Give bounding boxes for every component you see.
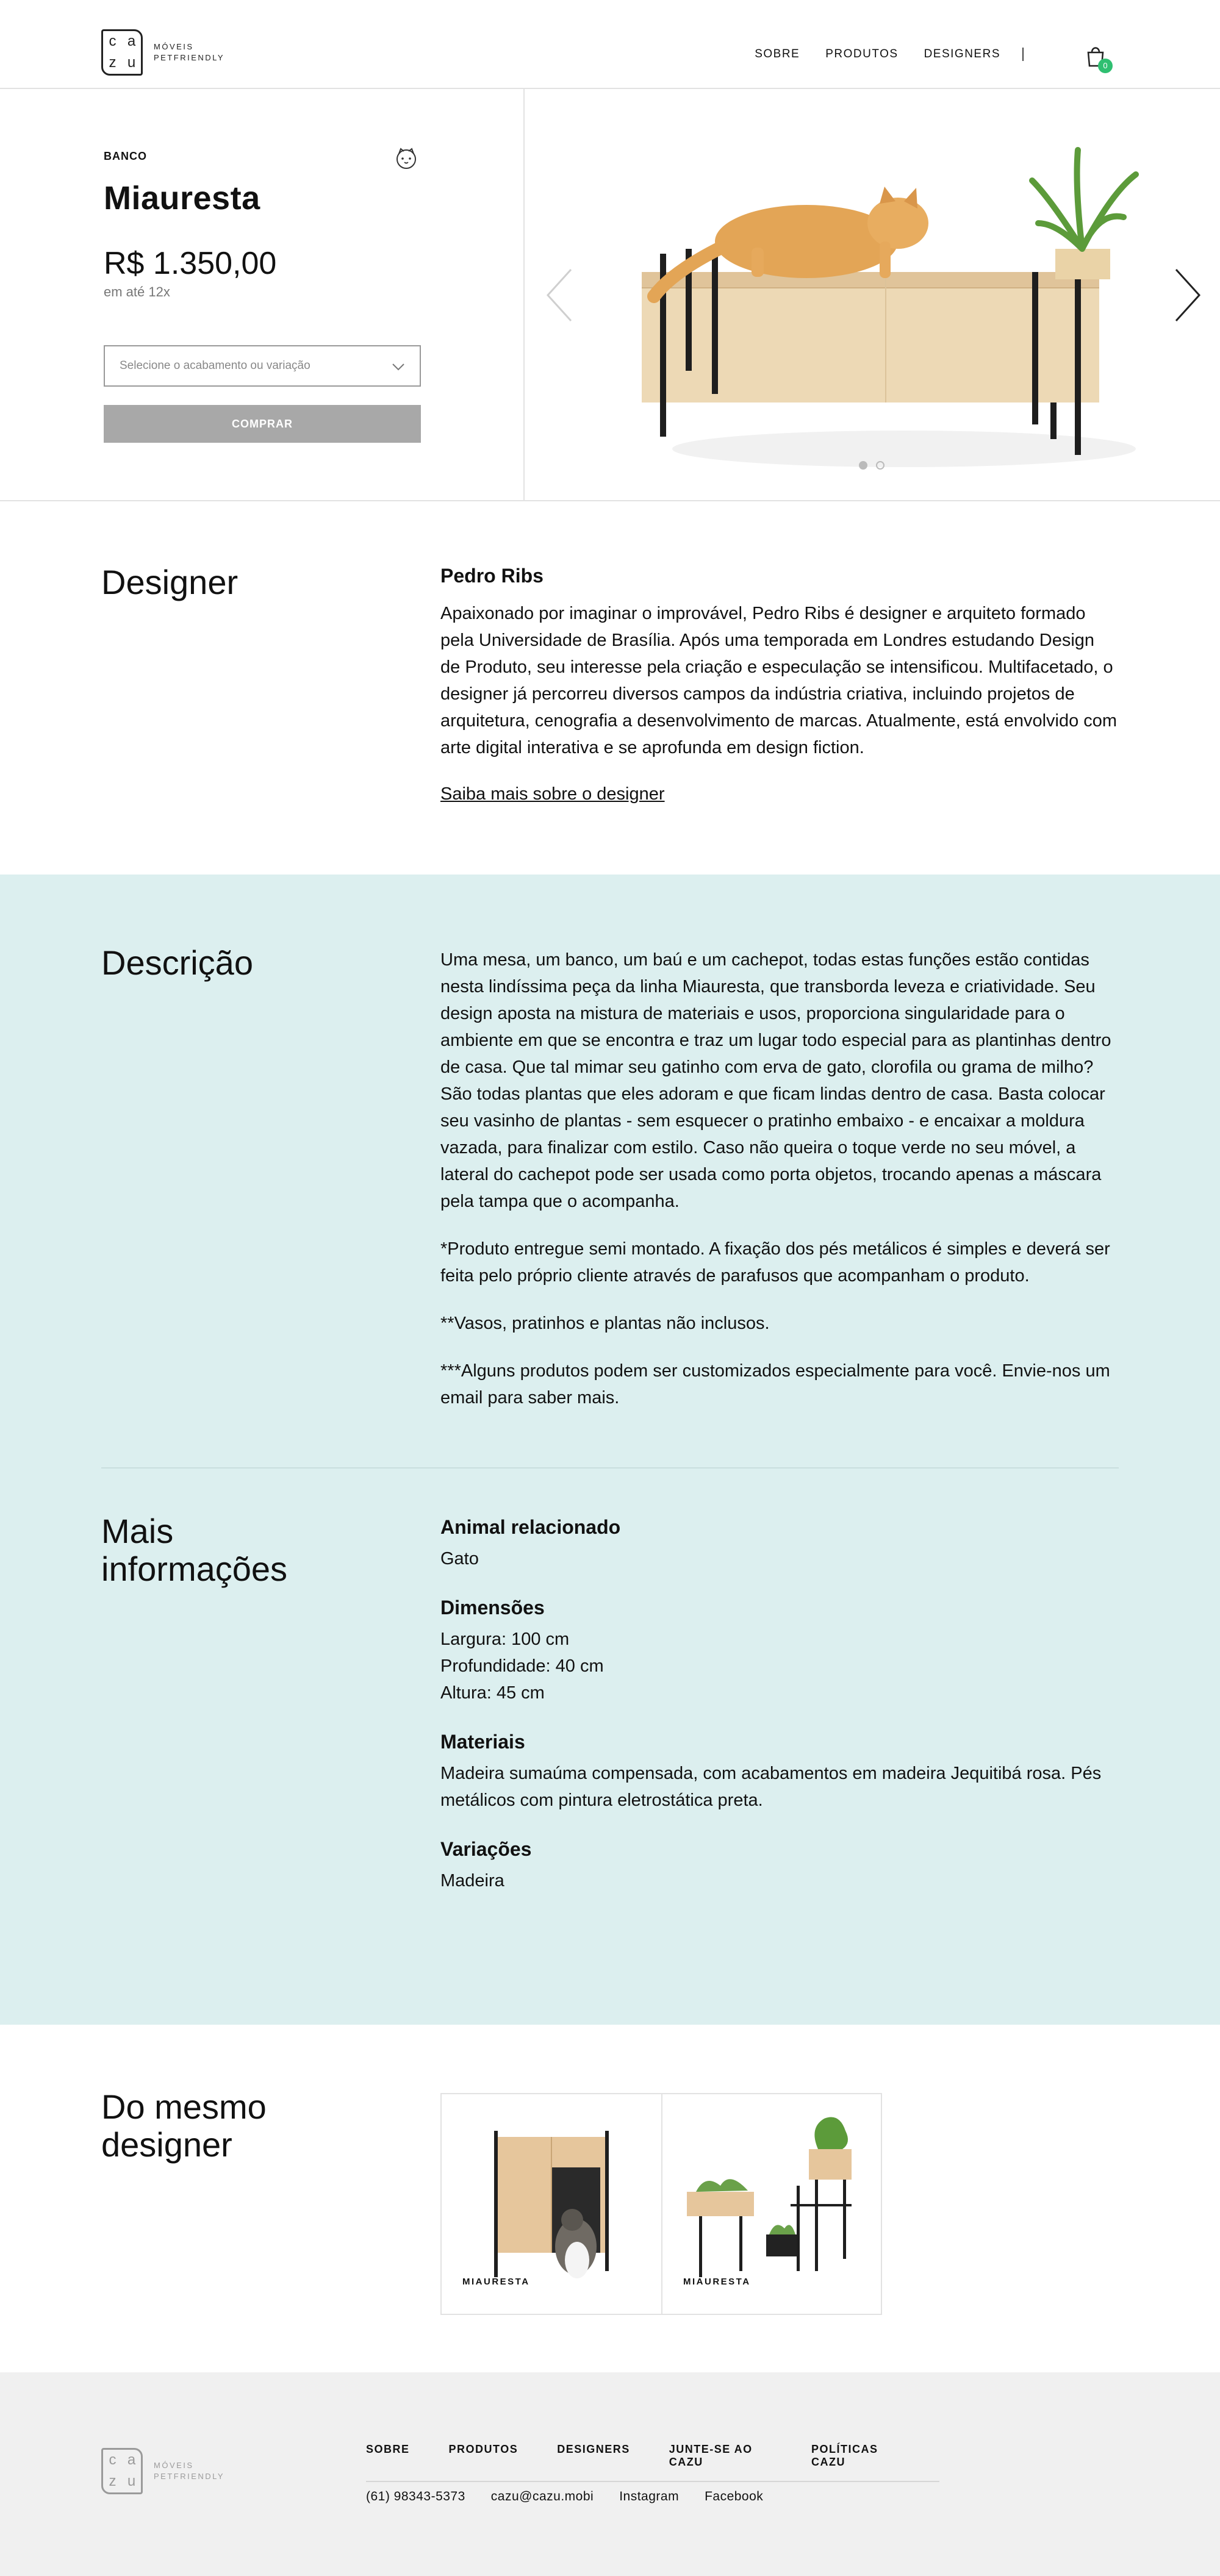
- nav-separator: [1022, 48, 1024, 61]
- related-products: [440, 2093, 882, 2315]
- info-materials: [440, 1727, 1119, 1814]
- same-designer-section: [0, 2025, 1220, 2372]
- logo-letter: z: [109, 2473, 117, 2489]
- main-nav: [729, 48, 1024, 61]
- logo-letter: c: [109, 2452, 117, 2468]
- more-info-list: [440, 1512, 1119, 1915]
- same-designer-title: Do mesmo designer: [101, 2088, 267, 2164]
- site-footer: [0, 2372, 1220, 2576]
- designer-name: Pedro Ribs: [440, 565, 544, 587]
- logo-line-2: PETFRIENDLY: [154, 2472, 225, 2481]
- footer-logo-tagline: [154, 2460, 224, 2482]
- logo-letter: a: [127, 33, 136, 49]
- logo-letter: a: [127, 2452, 136, 2468]
- footer-phone: (61) 98343-5373: [366, 2489, 465, 2503]
- footer-link-produtos[interactable]: PRODUTOS: [448, 2443, 518, 2455]
- variation-select-placeholder: Selecione o acabamento ou variação: [120, 359, 310, 372]
- chevron-down-icon: [390, 359, 406, 374]
- variation-select[interactable]: [104, 345, 421, 387]
- description-paragraph: **Vasos, pratinhos e plantas não inclusos.: [440, 1314, 770, 1333]
- site-header: [0, 0, 1220, 89]
- footer-link-designers[interactable]: DESIGNERS: [557, 2443, 630, 2455]
- footer-instagram-link[interactable]: Instagram: [619, 2489, 680, 2503]
- info-dimensions-label: Dimensões: [440, 1597, 545, 1619]
- footer-logo-mark: [101, 2448, 143, 2494]
- description-paragraph: Uma mesa, um banco, um baú e um cachepot, todas estas funções estão contidas nesta lindíssima peça da linha Miauresta, que transborda leveza e criatividade. Seu design aposta na mistura de materiais e usos, proporciona singularidade para o ambiente em que se encontra e traz um lugar todo especial para as plantinhas dentro de casa. Que tal mimar seu gatinho com erva de gato, clorofila ou grama de milho? São todas plantas que eles adoram e que ficam lindas dentro de casa. Basta colocar seu vasinho de plantas - sem esquecer o pratinho embaixo - e encaixar a moldura vazada, para finalizar com estilo. Caso não queira o toque verde no seu móvel, a lateral do cachepot pode ser usada como porta objetos, trocando apenas a máscara pela tampa que o acompanha.: [440, 950, 1111, 1211]
- info-variations-label: Variações: [440, 1838, 532, 1860]
- more-info-title: Mais informações: [101, 1512, 288, 1588]
- carousel-next-arrow-icon[interactable]: [1169, 265, 1205, 326]
- nav-designers[interactable]: DESIGNERS: [924, 48, 1000, 60]
- footer-link-sobre[interactable]: SOBRE: [366, 2443, 410, 2455]
- section-divider: [101, 1467, 1119, 1469]
- footer-contact: [366, 2489, 789, 2504]
- product-info-panel: [0, 89, 525, 500]
- description-paragraph: *Produto entregue semi montado. A fixação dos pés metálicos é simples e deverá ser feita pelo próprio cliente através de parafusos que acompanham o produto.: [440, 1239, 1110, 1286]
- designer-bio: Apaixonado por imaginar o improvável, Pedro Ribs é designer e arquiteto formado pela Universidade de Brasília. Após uma temporada em Londres estudando Design de Produto, seu interesse pela criação e especulação se intensificou. Multifacetado, o designer já percorreu diversos campos da indústria criativa, incluindo projetos de arquitetura, cenografia a desenvolvimento de marcas. Atualmente, está envolvido com arte digital interativa e se aprofunda em design fiction.: [440, 604, 1118, 757]
- logo-letter: u: [127, 2473, 136, 2489]
- product-image[interactable]: [526, 89, 1220, 500]
- info-dimension-depth: Profundidade: 40 cm: [440, 1656, 604, 1676]
- cat-face-icon: [394, 146, 418, 171]
- logo-tagline: [154, 41, 224, 63]
- info-animal-label: Animal relacionado: [440, 1516, 621, 1538]
- info-animal-value: Gato: [440, 1549, 479, 1569]
- related-product-label: MIAURESTA: [462, 2277, 530, 2287]
- product-price: R$ 1.350,00: [104, 246, 277, 281]
- logo-line-2: PETFRIENDLY: [154, 53, 225, 62]
- footer-link-politicas[interactable]: POLÍTICAS CAZU: [811, 2443, 878, 2468]
- cart-count-badge: 0: [1098, 59, 1113, 73]
- info-animal: [440, 1512, 1119, 1572]
- footer-facebook-link[interactable]: Facebook: [705, 2489, 764, 2503]
- footer-email[interactable]: cazu@cazu.mobi: [490, 2489, 594, 2503]
- nav-sobre[interactable]: SOBRE: [755, 48, 800, 60]
- description-paragraph: ***Alguns produtos podem ser customizados especialmente para você. Envie-nos um email para saber mais.: [440, 1361, 1110, 1408]
- info-dimension-height: Altura: 45 cm: [440, 1683, 545, 1703]
- info-materials-value: Madeira sumaúma compensada, com acabamentos em madeira Jequitibá rosa. Pés metálicos com pintura eletrostática preta.: [440, 1764, 1102, 1810]
- carousel-dot[interactable]: [859, 461, 867, 470]
- carousel-prev-arrow-icon[interactable]: [542, 265, 578, 326]
- footer-nav: [366, 2443, 939, 2482]
- logo-line-1: MÓVEIS: [154, 2461, 194, 2470]
- logo-letter: c: [109, 33, 117, 49]
- description-title: Descrição: [101, 943, 253, 982]
- footer-logo[interactable]: [101, 2448, 224, 2494]
- installments-text: em até 12x: [104, 284, 170, 299]
- info-dimension-width: Largura: 100 cm: [440, 1630, 570, 1649]
- related-product-label: MIAURESTA: [683, 2277, 751, 2287]
- carousel-dot[interactable]: [876, 461, 884, 470]
- logo-line-1: MÓVEIS: [154, 42, 194, 51]
- designer-section: [0, 501, 1220, 875]
- related-product-card[interactable]: [661, 2094, 881, 2314]
- logo[interactable]: [101, 29, 224, 76]
- info-dimensions: [440, 1593, 1119, 1706]
- cart-button[interactable]: [1085, 44, 1107, 68]
- buy-button[interactable]: COMPRAR: [104, 405, 421, 443]
- info-variations: [440, 1834, 1119, 1894]
- description-section: [0, 875, 1220, 2025]
- designer-more-link[interactable]: Saiba mais sobre o designer: [440, 784, 665, 804]
- product-carousel: [526, 89, 1220, 500]
- product-category: BANCO: [104, 150, 147, 162]
- footer-link-junte-se[interactable]: JUNTE-SE AO CAZU: [669, 2443, 753, 2468]
- info-variations-value: Madeira: [440, 1871, 504, 1891]
- logo-letter: z: [109, 54, 117, 71]
- carousel-dots: [859, 461, 893, 470]
- designer-section-title: Designer: [101, 563, 239, 601]
- logo-mark: [101, 29, 143, 76]
- product-title: Miauresta: [104, 180, 260, 216]
- info-materials-label: Materiais: [440, 1731, 525, 1753]
- product-hero: [0, 89, 1220, 501]
- logo-letter: u: [127, 54, 136, 71]
- related-product-card[interactable]: [442, 2094, 661, 2314]
- description-body: [440, 946, 1119, 1432]
- nav-produtos[interactable]: PRODUTOS: [825, 48, 899, 60]
